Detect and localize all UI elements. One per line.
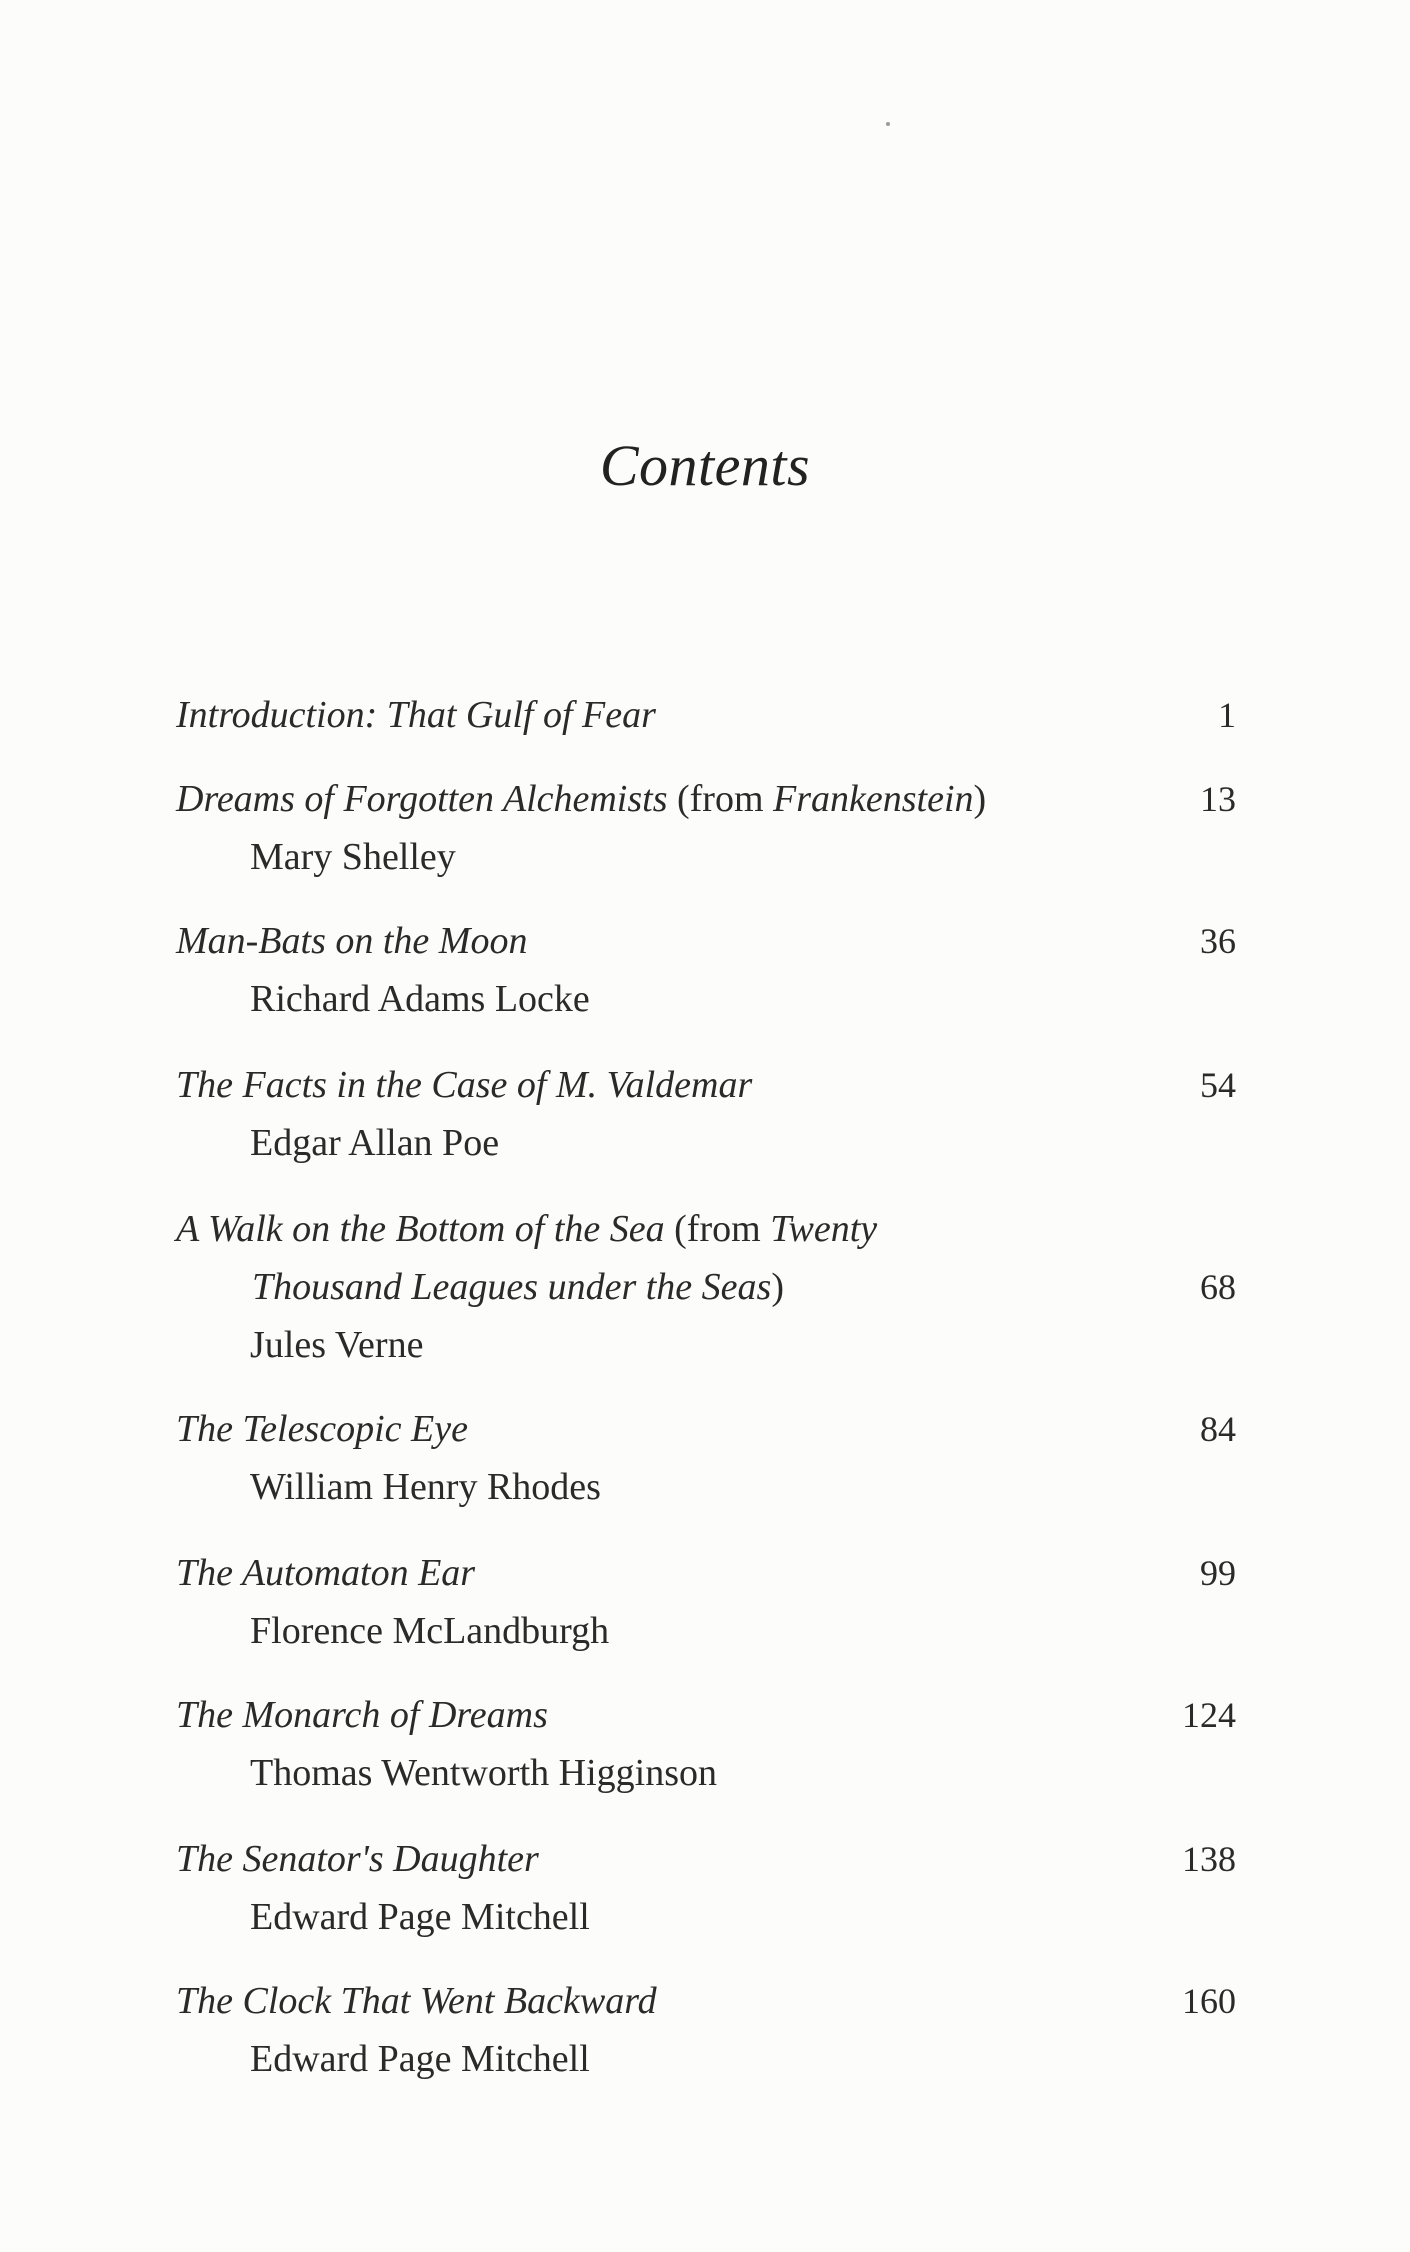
page-number: 68: [1200, 1267, 1236, 1307]
entry-title: [176, 692, 656, 738]
entry-title-part: ): [973, 778, 987, 820]
entry-title-part: Twenty: [770, 1208, 878, 1250]
entry-author: William Henry Rhodes: [250, 1466, 601, 1508]
entry-title: [176, 776, 986, 822]
entry-title-part: The Monarch of Dreams: [176, 1694, 548, 1736]
entry-author: Edward Page Mitchell: [250, 2038, 590, 2080]
entry-author: Richard Adams Locke: [250, 978, 590, 1020]
page-number: 1: [1218, 695, 1236, 735]
entry-title: [176, 1206, 877, 1252]
entry-title-part: Dreams of Forgotten Alchemists: [176, 778, 668, 820]
entry-title-part: A Walk on the Bottom of the Sea: [176, 1208, 665, 1250]
entry-title: [176, 1836, 539, 1882]
entry-title-part: The Automaton Ear: [176, 1552, 476, 1594]
page-number: 99: [1200, 1553, 1236, 1593]
entry-author: Mary Shelley: [250, 836, 456, 878]
entry-title-part: ): [771, 1266, 784, 1308]
entry-author: Jules Verne: [250, 1324, 424, 1366]
entry-title-part: (from: [667, 778, 774, 820]
entry-title: [176, 1550, 475, 1596]
entry-author: Florence McLandburgh: [250, 1610, 610, 1652]
page-number: 36: [1200, 921, 1236, 961]
page-number: 84: [1200, 1409, 1236, 1449]
entry-title-part: Introduction: That Gulf of Fear: [176, 694, 656, 736]
entry-title: [176, 1692, 548, 1738]
entry-title-part: The Senator's Daughter: [176, 1838, 539, 1880]
page-number: 54: [1200, 1065, 1236, 1105]
page-title: Contents: [599, 433, 811, 498]
entry-title: [176, 1062, 752, 1108]
page-number: 160: [1182, 1981, 1236, 2021]
entry-title-part: The Clock That Went Backward: [176, 1980, 657, 2022]
entry-title-continued: [252, 1264, 784, 1310]
entry-title-part: Thousand Leagues under the Seas: [252, 1266, 772, 1308]
entry-author: Thomas Wentworth Higginson: [250, 1752, 717, 1794]
entry-title-part: Frankenstein: [773, 778, 974, 820]
entry-title-part: Man-Bats on the Moon: [176, 920, 528, 962]
entry-author: Edward Page Mitchell: [250, 1896, 590, 1938]
page-number: 138: [1182, 1839, 1236, 1879]
entry-title: [176, 1406, 468, 1452]
entry-title: [176, 918, 527, 964]
paper-speck: [886, 122, 890, 126]
entry-author: Edgar Allan Poe: [250, 1122, 500, 1164]
entry-title-part: The Facts in the Case of M. Valdemar: [176, 1064, 753, 1106]
entry-title-part: (from: [664, 1208, 771, 1250]
entry-title: [176, 1978, 657, 2024]
entry-title-part: The Telescopic Eye: [176, 1408, 468, 1450]
page-number: 13: [1200, 779, 1236, 819]
page-number: 124: [1182, 1695, 1236, 1735]
